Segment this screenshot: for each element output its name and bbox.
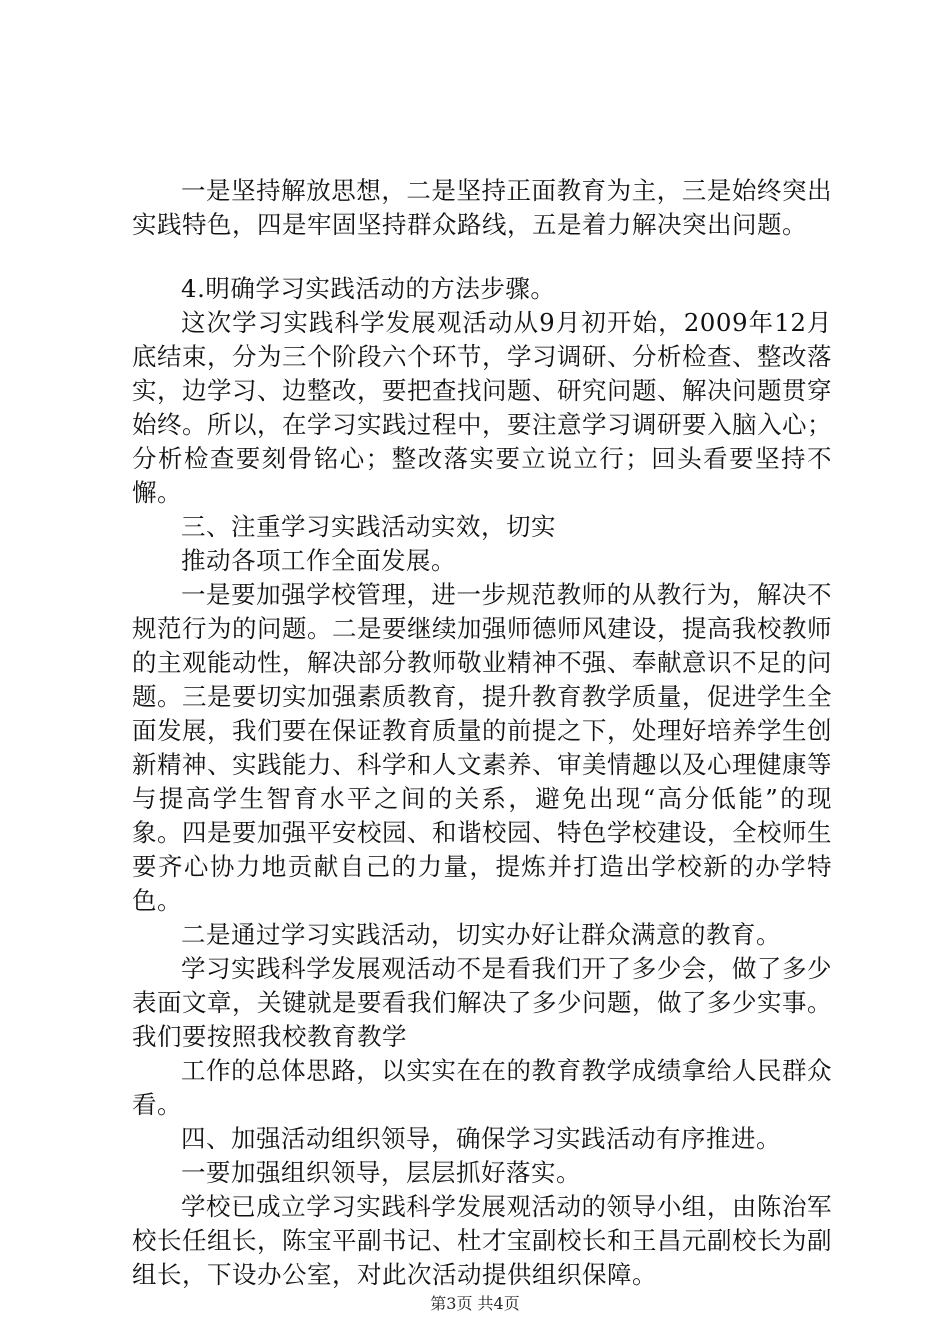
paragraph-heading-section-four: 四、加强活动组织领导，确保学习实践活动有序推进。 — [181, 1124, 781, 1153]
paragraph-practical-results: 学习实践科学发展观活动不是看我们开了多少会，做了多少表面文章，关键就是要看我们解决了多少问题，做了多少实事。我们要按照我校教育教学 — [132, 954, 832, 1051]
paragraph-leadership-group: 学校已成立学习实践科学发展观活动的领导小组，由陈治军校长任组长，陈宝平副书记、杜才宝副校长和王昌元副校长为副组长，下设办公室，对此次活动提供组织保障。 — [132, 1192, 832, 1289]
paragraph-heading-section-three-cont: 推动各项工作全面发展。 — [181, 546, 456, 575]
paragraph-overall-approach: 工作的总体思路，以实实在在的教育教学成绩拿给人民群众看。 — [132, 1056, 832, 1119]
paragraph-school-management: 一是要加强学校管理，进一步规范教师的从教行为，解决不规范行为的问题。二是要继续加强师德师风建设，提高我校教师的主观能动性，解决部分教师敬业精神不强、奉献意识不足的问题。三是要切实加强素质教育，提升教育教学质量，促进学生全面发展，我们要在保证教育质量的前提之下，处理好培养学生创新精神、实践能力、科学和人文素养、审美情趣以及心理健康等与提高学生智育水平之间的关系，避免出现“高分低能”的现象。四是要加强平安校园、和谐校园、特色学校建设，全校师生要齐心协力地贡献自己的力量，提炼并打造出学校新的办学特色。 — [132, 580, 832, 915]
page-number-footer: 第3页 共4页 — [430, 1294, 520, 1313]
paragraph-satisfying-education: 二是通过学习实践活动，切实办好让群众满意的教育。 — [181, 920, 781, 949]
paragraph-heading-section-three: 三、注重学习实践活动实效，切实 — [181, 512, 556, 541]
paragraph-principles: 一是坚持解放思想，二是坚持正面教育为主，三是始终突出实践特色，四是牢固坚持群众路线，五是着力解决突出问题。 — [132, 176, 832, 239]
paragraph-heading-method-steps: 4.明确学习实践活动的方法步骤。 — [181, 274, 556, 303]
paragraph-organization: 一要加强组织领导，层层抓好落实。 — [181, 1158, 581, 1187]
paragraph-schedule: 这次学习实践科学发展观活动从9月初开始，2009年12月底结束，分为三个阶段六个环节，学习调研、分析检查、整改落实，边学习、边整改，要把查找问题、研究问题、解决问题贯穿始终。所以，在学习实践过程中，要注意学习调研要入脑入心；分析检查要刻骨铭心；整改落实要立说立行；回头看要坚持不懈。 — [132, 308, 832, 507]
document-body — [132, 174, 832, 1292]
